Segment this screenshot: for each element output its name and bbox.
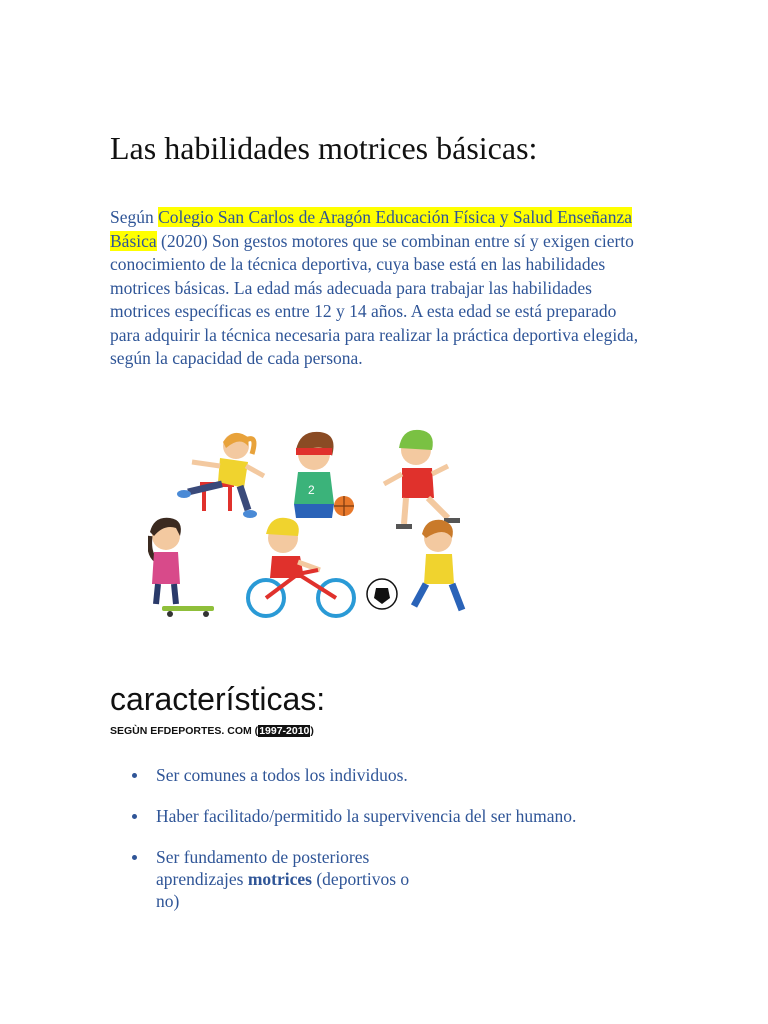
- highlighted-citation: Colegio San Carlos de Aragón Educación Física y Salud Enseñanza Básica: [110, 207, 632, 251]
- skater-kid: [384, 430, 460, 529]
- intro-rest: (2020) Son gestos motores que se combinan entre sí y exigen cierto conocimiento de la técnica deportiva, cuya base está en las habilidades motrices básicas. La edad más adecuada para trabajar las habilidades motrices específicas es entre 12 y 14 años. A esta edad se está preparado para adquirir la técnica necesaria para realizar la práctica deportiva elegida, según la capacidad de cada persona.: [110, 230, 639, 368]
- list-item-text: Ser fundamento de posteriores aprendizajes: [156, 847, 370, 889]
- soccer-kid: [367, 520, 462, 610]
- bullet-icon: [132, 814, 137, 819]
- hurdler-kid: [177, 433, 264, 518]
- list-item: [132, 846, 416, 912]
- intro-paragraph: [110, 206, 650, 371]
- bullet-icon: [132, 855, 137, 860]
- source-years: 1997-2010: [259, 725, 310, 737]
- kids-sports-illustration: [148, 424, 488, 624]
- source-prefix: SEGÙN EFDEPORTES. COM (: [110, 725, 259, 737]
- cyclist-kid: [248, 518, 354, 616]
- page-title: Las habilidades motrices básicas:: [110, 130, 538, 166]
- bold-term: motrices: [247, 869, 312, 889]
- jersey-number: 2: [308, 483, 315, 497]
- intro-lead: Según: [110, 207, 159, 227]
- source-suffix: ): [310, 725, 314, 737]
- list-item: [132, 764, 692, 786]
- list-item-text: Ser comunes a todos los individuos.: [156, 765, 408, 785]
- list-item-text: Haber facilitado/permitido la supervivencia del ser humano.: [156, 806, 577, 826]
- skateboard-kid: [150, 518, 214, 617]
- basketball-kid: [294, 432, 354, 518]
- list-item-text-end: (deportivos o no): [156, 869, 410, 911]
- bullet-icon: [132, 773, 137, 778]
- source-line: [110, 723, 314, 739]
- section-heading: características:: [110, 681, 326, 717]
- characteristics-list: [132, 764, 692, 931]
- list-item: [132, 805, 692, 827]
